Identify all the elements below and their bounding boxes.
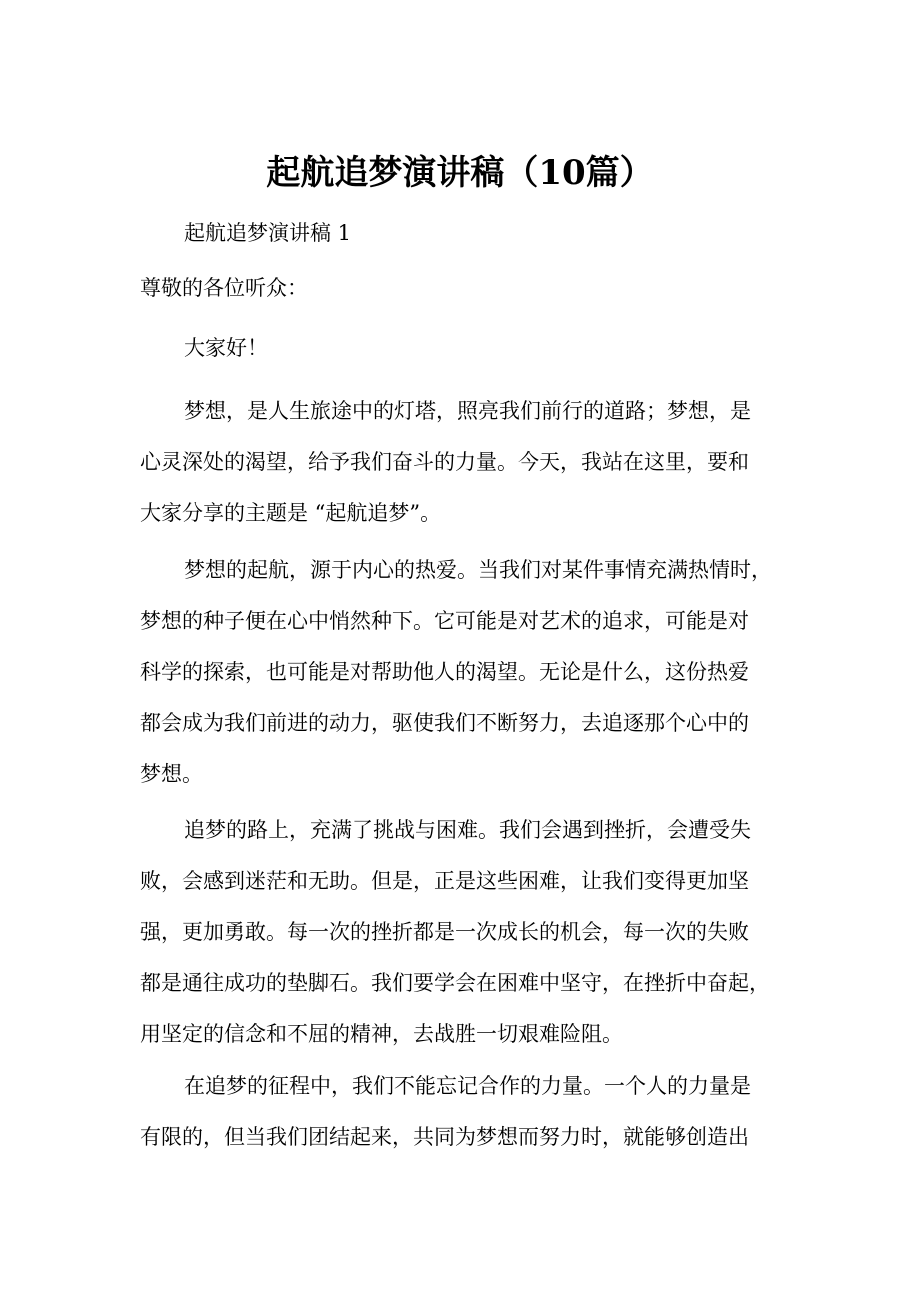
salutation-text: 尊敬的各位听众： <box>140 276 308 300</box>
paragraph-line: 在追梦的征程中，我们不能忘记合作的力量。一个人的力量是 <box>184 1074 751 1098</box>
paragraph-4 <box>140 1061 780 1163</box>
paragraph-line: 追梦的路上，充满了挑战与困难。我们会遇到挫折，会遭受失 <box>184 818 751 842</box>
paragraph-2 <box>140 545 780 800</box>
paragraph-3 <box>140 805 780 1060</box>
document-title: 起航追梦演讲稿（10篇） <box>266 153 654 193</box>
paragraph-line: 都是通往成功的垫脚石。我们要学会在困难中坚守，在挫折中奋起， <box>140 971 770 995</box>
paragraph-line: 败，会感到迷茫和无助。但是，正是这些困难，让我们变得更加坚 <box>140 869 749 893</box>
section-heading-text: 起航追梦演讲稿 1 <box>184 221 352 245</box>
paragraph-line: 梦想的起航，源于内心的热爱。当我们对某件事情充满热情时， <box>184 558 772 582</box>
paragraph-line: 大家分享的主题是 “起航追梦”。 <box>140 501 442 525</box>
paragraph-1 <box>140 386 780 539</box>
paragraph-line: 有限的，但当我们团结起来，共同为梦想而努力时，就能够创造出 <box>140 1125 749 1149</box>
greeting <box>140 323 780 374</box>
paragraph-line: 强，更加勇敢。每一次的挫折都是一次成长的机会，每一次的失败 <box>140 920 749 944</box>
section-heading <box>140 208 780 259</box>
paragraph-line: 用坚定的信念和不屈的精神，去战胜一切艰难险阻。 <box>140 1022 623 1046</box>
paragraph-line: 都会成为我们前进的动力，驱使我们不断努力，去追逐那个心中的 <box>140 711 749 735</box>
paragraph-line: 科学的探索，也可能是对帮助他人的渴望。无论是什么，这份热爱 <box>140 660 749 684</box>
salutation <box>140 263 780 314</box>
paragraph-line: 心灵深处的渴望，给予我们奋斗的力量。今天，我站在这里，要和 <box>140 450 749 474</box>
greeting-text: 大家好！ <box>184 336 268 360</box>
paragraph-line: 梦想。 <box>140 762 203 786</box>
paragraph-line: 梦想的种子便在心中悄然种下。它可能是对艺术的追求，可能是对 <box>140 609 749 633</box>
paragraph-line: 梦想，是人生旅途中的灯塔，照亮我们前行的道路；梦想，是 <box>184 399 751 423</box>
